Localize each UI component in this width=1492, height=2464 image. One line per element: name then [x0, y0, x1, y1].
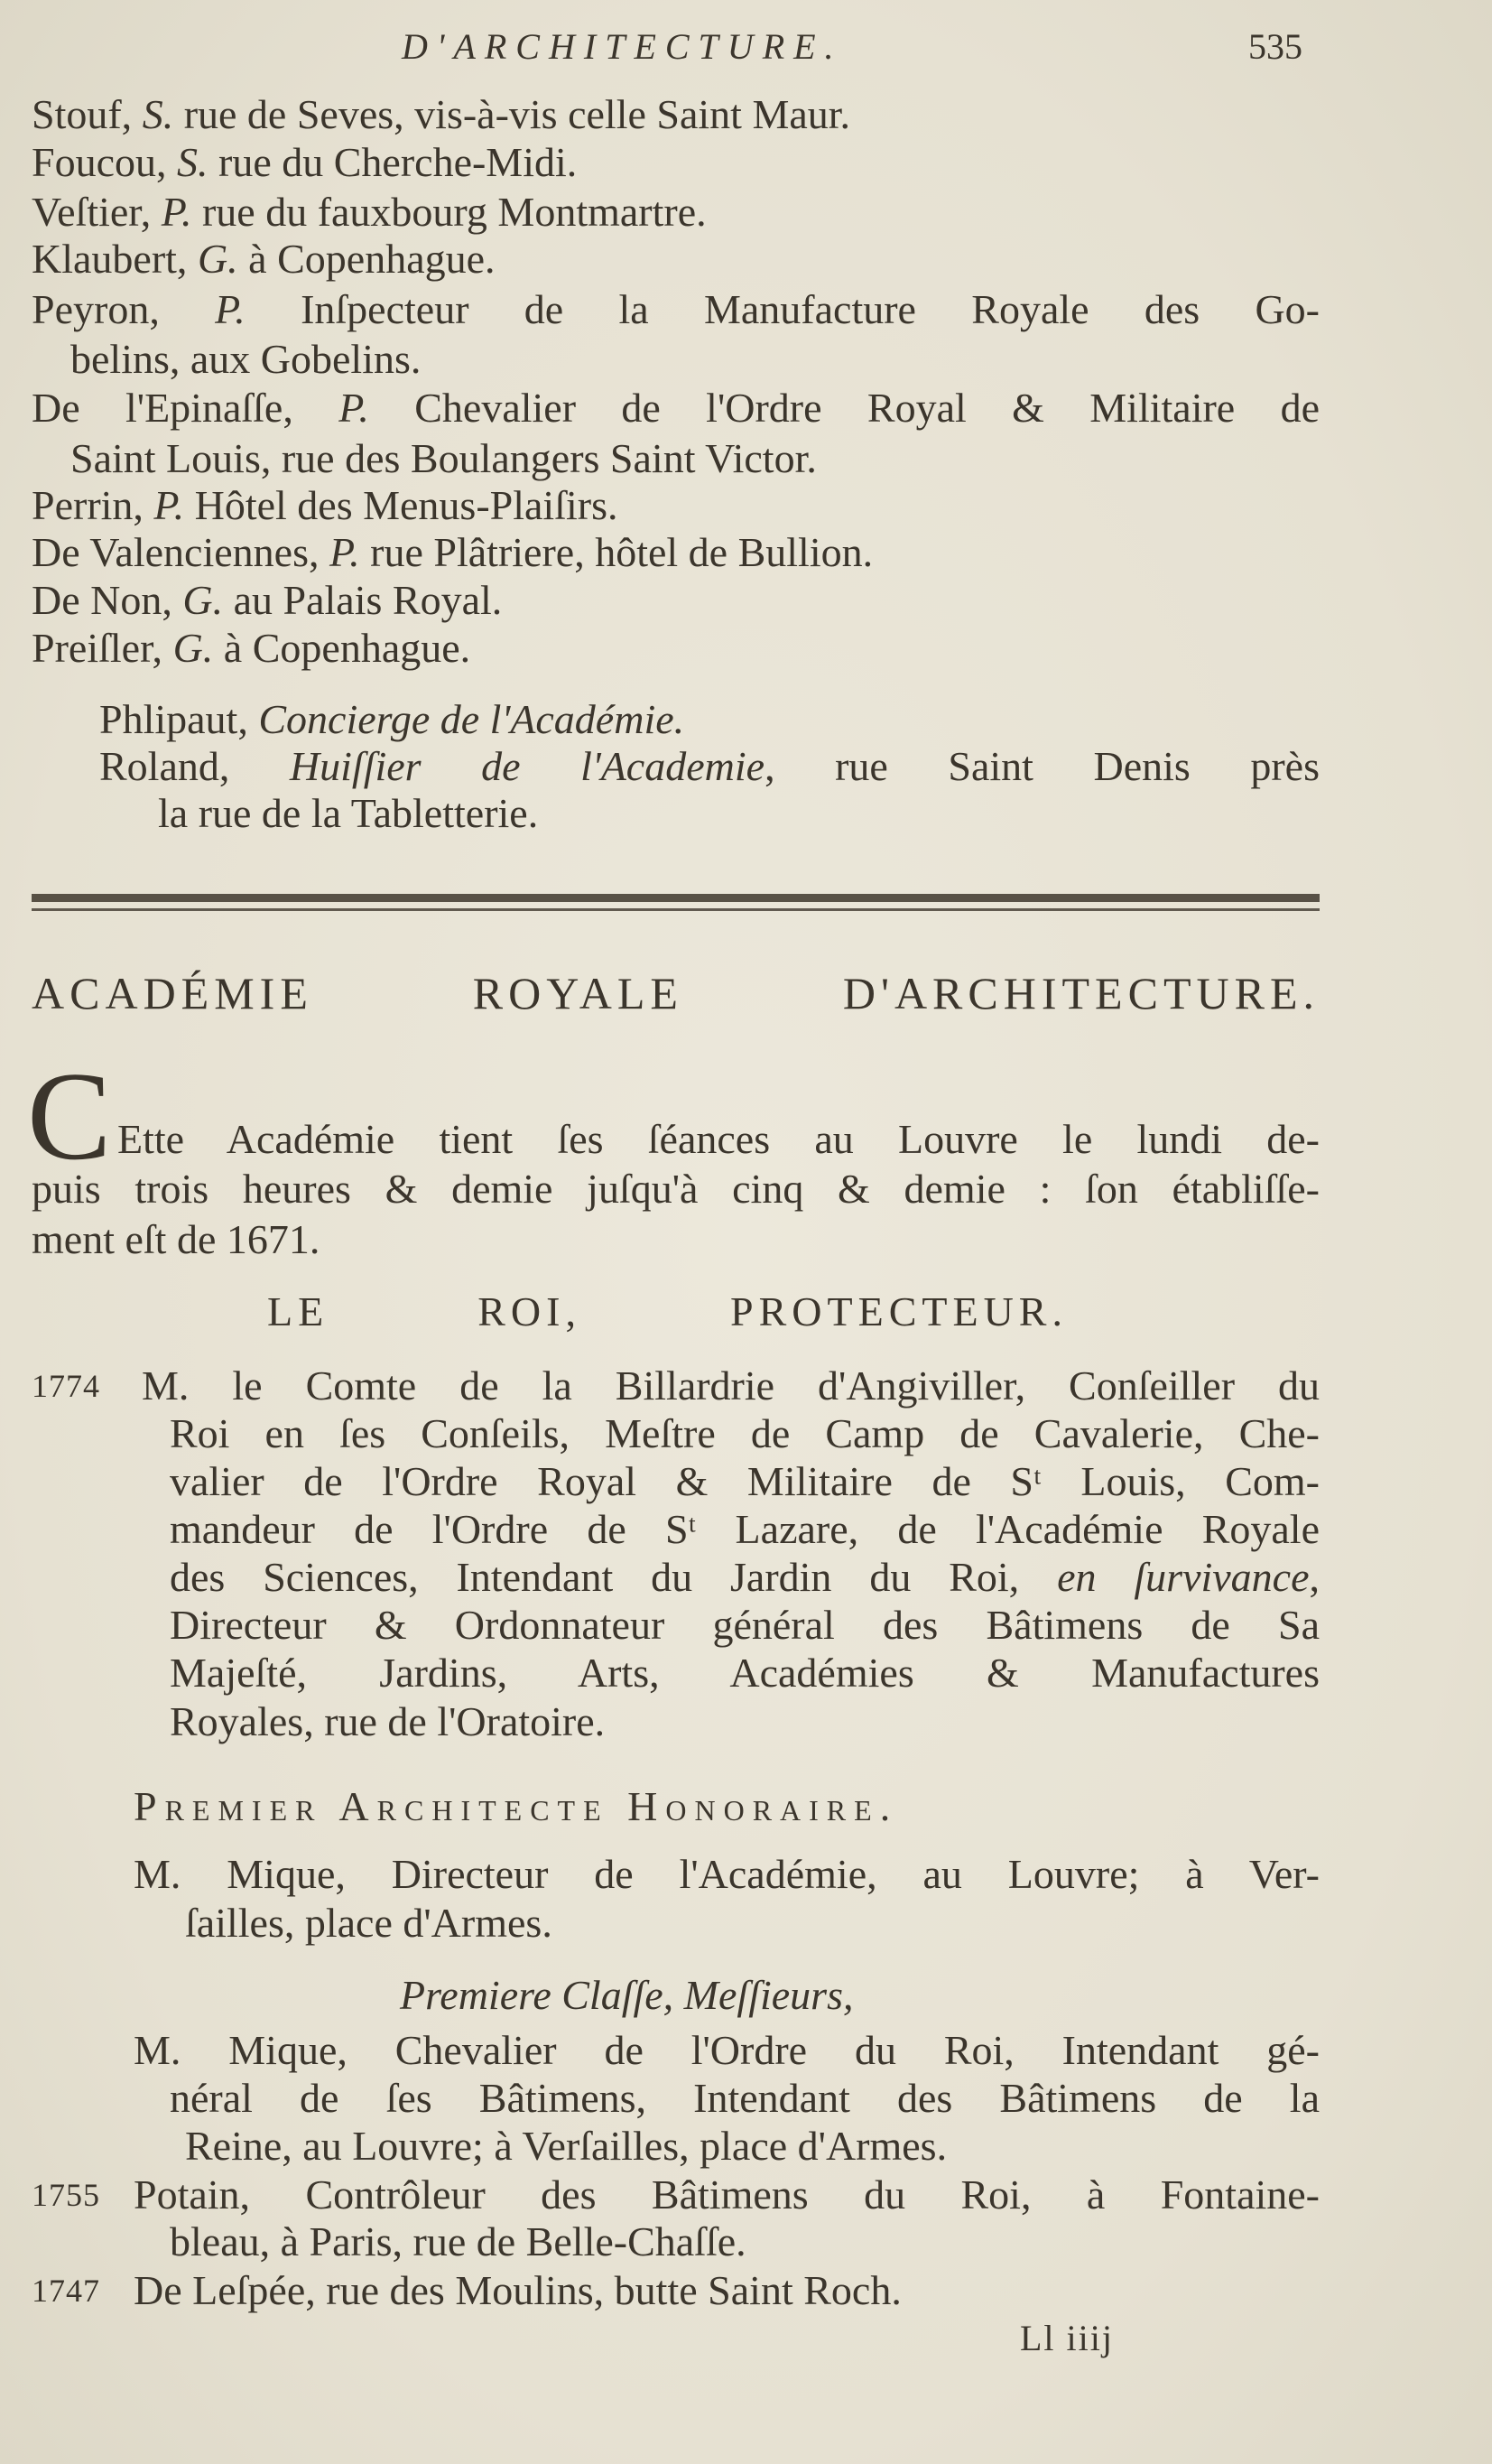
entry-year: 1774	[32, 1368, 100, 1404]
italic-text: G.	[172, 625, 214, 671]
line-text: M. Mique, Chevalier de l'Ordre du Roi, Intendant gé-	[134, 2027, 1320, 2073]
entry-year: 1747	[32, 2273, 100, 2309]
line-text: Reine, au Louvre; à Verſailles, place d'Armes.	[185, 2123, 948, 2169]
line-text: Hôtel des Menus-Plaiſirs.	[184, 482, 618, 528]
line-text: rue du fauxbourg Montmartre.	[191, 189, 707, 235]
class-heading: Premiere Claſſe, Meſſieurs,	[400, 1972, 854, 2018]
italic-text: P.	[215, 286, 246, 332]
line-text: ſailles, place d'Armes.	[185, 1900, 552, 1946]
line-text: Foucou,	[32, 139, 177, 185]
line-text: puis trois heures & demie juſqu'à cinq & demie : ſon établiſſe-	[32, 1166, 1320, 1212]
line-text: Saint Louis, rue des Boulangers Saint Victor.	[70, 435, 817, 481]
line-text: Majeſté, Jardins, Arts, Académies & Manufactures	[170, 1650, 1320, 1696]
line-text: Inſpecteur de la Manufacture Royale des Go-	[245, 286, 1320, 332]
italic-text: G.	[197, 236, 238, 282]
line-text: ,	[1309, 1554, 1320, 1600]
text-line	[99, 742, 1320, 791]
line-text: De Valenciennes,	[32, 529, 329, 575]
line-text: Roland,	[99, 743, 290, 789]
italic-text: P.	[338, 385, 369, 431]
line-text: De l'Epinaſſe,	[32, 385, 339, 431]
line-text: Ette Académie tient ſes ſéances au Louvre le lundi de-	[117, 1116, 1320, 1162]
text-line	[32, 528, 873, 577]
line-text: rue de Seves, vis-à-vis celle Saint Maur.	[173, 91, 851, 137]
text-line	[32, 624, 470, 673]
text-line	[134, 2026, 1320, 2075]
divider-rule-thin	[32, 908, 1320, 911]
line-text: Peyron,	[32, 286, 216, 332]
line-text: rue Plâtriere, hôtel de Bullion.	[359, 529, 874, 575]
line-text: Royales, rue de l'Oratoire.	[170, 1698, 606, 1744]
line-text: rue du Cherche-Midi.	[208, 139, 578, 185]
text-line	[70, 335, 421, 384]
text-line	[32, 1165, 1320, 1213]
text-line	[158, 789, 538, 838]
text-line	[32, 188, 707, 237]
text-line	[170, 1697, 605, 1746]
drop-cap: C	[27, 1046, 112, 1186]
text-line	[170, 1457, 1320, 1506]
text-line	[134, 1850, 1320, 1899]
line-text: bleau, à Paris, rue de Belle-Chaſſe.	[170, 2218, 746, 2264]
running-title: D'ARCHITECTURE.	[402, 26, 843, 67]
line-text: Perrin,	[32, 482, 154, 528]
line-text: De Non,	[32, 577, 183, 623]
text-line	[32, 90, 850, 139]
line-text: Klaubert,	[32, 236, 198, 282]
text-line	[142, 1362, 1320, 1410]
line-text: Roi en ſes Conſeils, Meſtre de Camp de Cavalerie, Che-	[170, 1410, 1320, 1456]
line-text: De Leſpée, rue des Moulins, butte Saint Roch.	[134, 2267, 902, 2313]
text-line	[170, 1649, 1320, 1697]
line-text: Phlipaut,	[99, 696, 259, 742]
honorary-heading: Premier Architecte Honoraire.	[134, 1783, 899, 1829]
line-text: au Palais Royal.	[223, 577, 503, 623]
text-line	[134, 2171, 1320, 2219]
line-text: Chevalier de l'Ordre Royal & Militaire de	[368, 385, 1320, 431]
italic-text: Concierge de l'Académie.	[258, 696, 685, 742]
text-line	[32, 384, 1320, 432]
text-line	[170, 1505, 1320, 1554]
line-text: des Sciences, Intendant du Jardin du Roi,	[170, 1554, 1058, 1600]
text-line	[99, 695, 684, 744]
divider-rule-thick	[32, 894, 1320, 902]
line-text: M. Mique, Directeur de l'Académie, au Louvre; à Ver-	[134, 1851, 1320, 1897]
line-text: Stouf,	[32, 91, 143, 137]
italic-text: P.	[161, 189, 192, 235]
text-line	[70, 434, 817, 483]
text-line	[32, 1215, 320, 1264]
line-text: valier de l'Ordre Royal & Militaire de Sᵗ Louis, Com-	[170, 1458, 1320, 1504]
line-text: , rue Saint Denis près	[765, 743, 1320, 789]
text-line	[185, 2122, 947, 2171]
line-text: Directeur & Ordonnateur général des Bâtimens de Sa	[170, 1602, 1320, 1648]
text-line	[170, 2218, 746, 2266]
line-text: à Copenhague.	[237, 236, 496, 282]
text-line	[170, 1553, 1320, 1602]
italic-text: G.	[182, 577, 224, 623]
text-line	[32, 138, 577, 187]
line-text: à Copenhague.	[213, 625, 471, 671]
entry-year: 1755	[32, 2177, 100, 2213]
italic-text: S.	[177, 139, 209, 185]
line-text: Preiſler,	[32, 625, 173, 671]
text-line	[32, 481, 618, 530]
line-text: néral de ſes Bâtimens, Intendant des Bâtimens de la	[170, 2075, 1320, 2121]
text-line	[32, 285, 1320, 334]
text-line	[134, 2266, 902, 2315]
signature-mark: Ll iiij	[1020, 2318, 1114, 2358]
italic-text: P.	[329, 529, 360, 575]
line-text: ment eſt de 1671.	[32, 1216, 320, 1262]
line-text: la rue de la Tabletterie.	[158, 790, 539, 836]
line-text: mandeur de l'Ordre de Sᵗ Lazare, de l'Académie Royale	[170, 1506, 1320, 1552]
line-text: belins, aux Gobelins.	[70, 336, 422, 382]
page-number: 535	[1248, 26, 1302, 67]
italic-text: P.	[153, 482, 185, 528]
italic-text: S.	[142, 91, 174, 137]
text-line	[170, 1409, 1320, 1458]
text-line	[117, 1115, 1320, 1164]
line-text: Potain, Contrôleur des Bâtimens du Roi, à Fontaine-	[134, 2171, 1320, 2218]
text-line	[170, 2074, 1320, 2123]
protector-heading: LE ROI, PROTECTEUR.	[267, 1288, 1068, 1334]
text-line	[32, 576, 502, 625]
italic-text: Huiſſier de l'Academie	[289, 743, 765, 789]
line-text: Veſtier,	[32, 189, 162, 235]
line-text: M. le Comte de la Billardrie d'Angiviller, Conſeiller du	[142, 1362, 1320, 1409]
text-line	[32, 235, 496, 284]
text-line	[170, 1601, 1320, 1650]
italic-text: en ſurvivance	[1057, 1554, 1310, 1600]
text-line	[185, 1899, 552, 1948]
section-title: ACADÉMIE ROYALE D'ARCHITECTURE.	[32, 968, 1320, 1018]
